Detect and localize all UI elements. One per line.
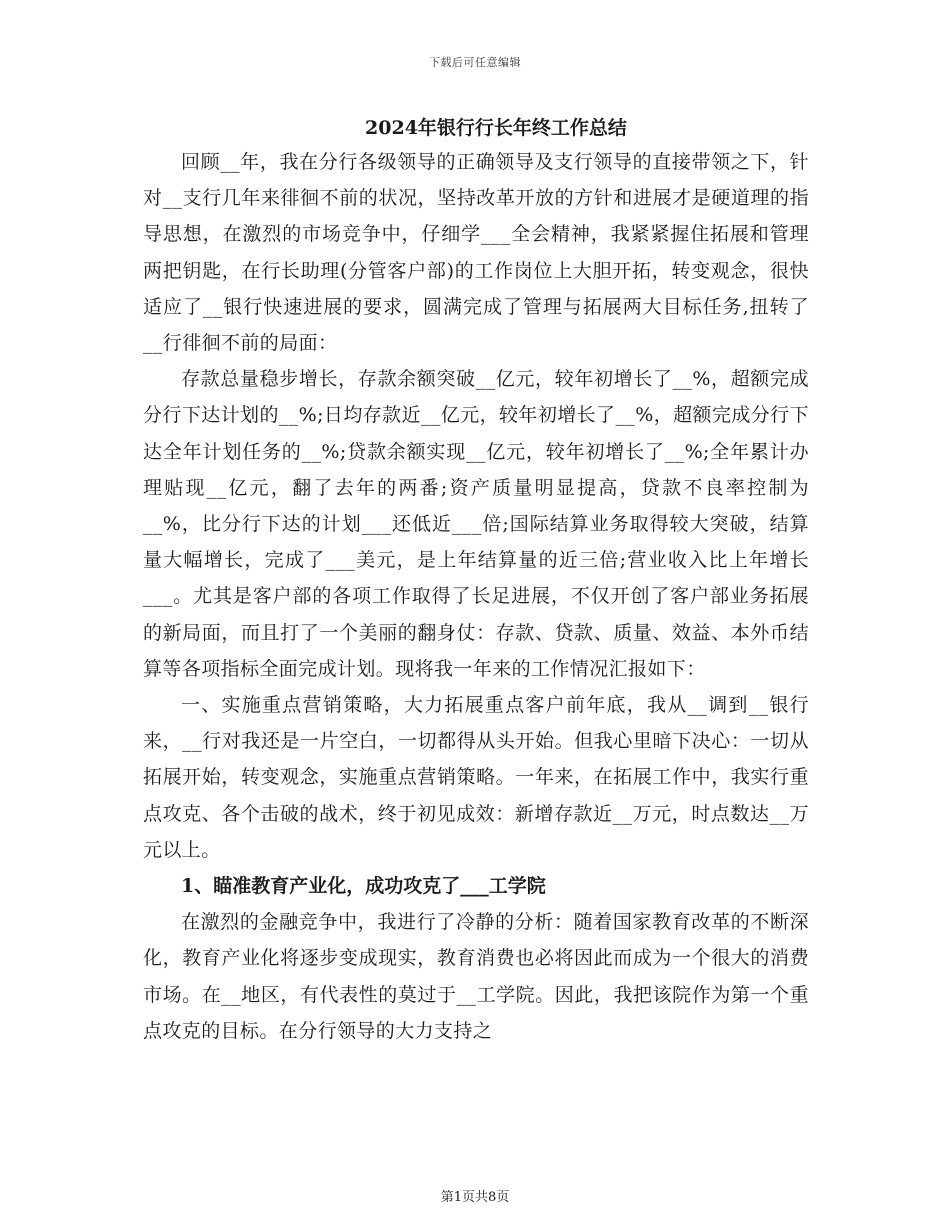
document-body: [143, 112, 809, 1049]
section-heading: 1、瞄准教育产业化，成功攻克了___工学院: [181, 875, 546, 898]
document-title: 2024年银行行长年终工作总结: [365, 117, 627, 139]
page-header-note: 下载后可任意编辑: [429, 56, 521, 69]
paragraph-strategy: 一、实施重点营销策略，大力拓展重点客户前年底，我从__调到__银行来，__行对我还是一片空白，一切都得从头开始。但我心里暗下决心：一切从拓展开始，转变观念，实施重点营销策略。一年来，在拓展工作中，我实行重点攻克、各个击破的战术，终于初见成效：新增存款近__万元，时点数达__万元以上。: [143, 694, 809, 861]
page-footer: 第1页共8页: [440, 1190, 510, 1205]
paragraph-intro: 回顾__年，我在分行各级领导的正确领导及支行领导的直接带领之下，针对__支行几年来徘徊不前的状况，坚持改革开放的方针和进展才是硬道理的指导思想，在激烈的市场竞争中，仔细学___全会精神，我紧紧握住拓展和管理两把钥匙，在行长助理(分管客户部)的工作岗位上大胆开拓，转变观念，很快适应了__银行快速进展的要求，圆满完成了管理与拓展两大目标任务,扭转了__行徘徊不前的局面：: [143, 151, 809, 355]
paragraph-section-body: 在激烈的金融竞争中，我进行了冷静的分析：随着国家教育改革的不断深化，教育产业化将逐步变成现实，教育消费也必将因此而成为一个很大的消费市场。在__地区，有代表性的莫过于__工学院。因此，我把该院作为第一个重点攻克的目标。在分行领导的大力支持之: [143, 911, 809, 1042]
paragraph-results: 存款总量稳步增长，存款余额突破__亿元，较年初增长了__%，超额完成分行下达计划的__%;日均存款近__亿元，较年初增长了__%，超额完成分行下达全年计划任务的__%;贷款余额实现__亿元，较年初增长了__%;全年累计办理贴现__亿元，翻了去年的两番;资产质量明显提高，贷款不良率控制为__%，比分行下达的计划___还低近___倍;国际结算业务取得较大突破，结算量大幅增长，完成了___美元，是上年结算量的近三倍;营业收入比上年增长___。尤其是客户部的各项工作取得了长足进展，不仅开创了客户部业务拓展的新局面，而且打了一个美丽的翻身仗：存款、贷款、质量、效益、本外币结算等各项指标全面完成计划。现将我一年来的工作情况汇报如下：: [143, 368, 809, 680]
